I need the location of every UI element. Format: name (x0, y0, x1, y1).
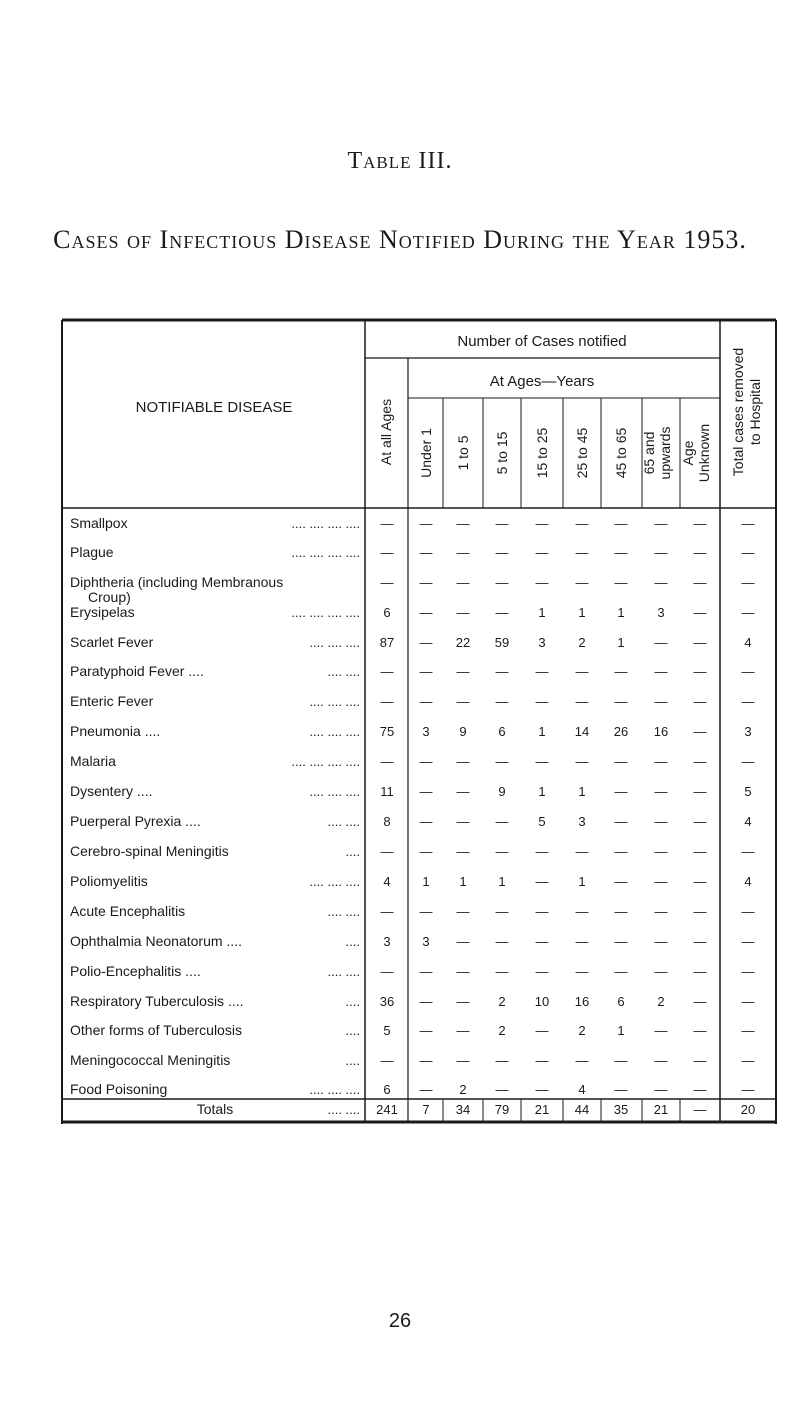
cell-value: — (495, 1082, 509, 1097)
cell-value: 22 (455, 635, 471, 650)
disease-label: Diphtheria (including Membranous (70, 574, 284, 590)
cell-value: 3 (578, 814, 586, 829)
cell-value: 6 (383, 1082, 391, 1097)
cell-value: — (693, 784, 707, 799)
at-all-ages-header: At all Ages (378, 398, 394, 466)
cell-value: — (456, 1053, 470, 1068)
cell-value: — (741, 694, 755, 709)
disease-label: Plague (70, 544, 114, 560)
cell-value: — (495, 904, 509, 919)
disease-label: Cerebro-spinal Meningitis (70, 843, 229, 859)
sixty-five-header-line2: upwards (657, 426, 673, 480)
cell-value: — (456, 814, 470, 829)
cell-value: — (741, 1023, 755, 1038)
cell-value: 75 (379, 724, 395, 739)
cell-value: — (456, 694, 470, 709)
table-row (70, 663, 755, 679)
leader-dots: .... .... .... .... (291, 605, 360, 620)
cell-value: — (741, 545, 755, 560)
total-value: 35 (613, 1102, 629, 1117)
leader-dots: .... .... (327, 904, 360, 919)
totals-row (197, 1101, 756, 1117)
disease-label: Scarlet Fever (70, 634, 154, 650)
cell-value: 14 (574, 724, 590, 739)
table-subtitle: Cases of Infectious Disease Notified During the Year 1953. (53, 225, 747, 254)
cell-value: — (380, 545, 394, 560)
cell-value: — (495, 605, 509, 620)
cell-value: 3 (657, 605, 665, 620)
leader-dots: .... .... .... (309, 724, 360, 739)
cell-value: — (654, 1053, 668, 1068)
cell-value: — (741, 754, 755, 769)
cell-value: — (419, 1053, 433, 1068)
cell-value: 10 (534, 994, 550, 1009)
cell-value: — (741, 605, 755, 620)
leader-dots: .... .... .... .... (291, 754, 360, 769)
cell-value: — (495, 694, 509, 709)
cell-value: — (654, 934, 668, 949)
cell-value: — (535, 844, 549, 859)
cell-value: 1 (617, 635, 625, 650)
leader-dots: .... (345, 994, 360, 1009)
cell-value: — (456, 964, 470, 979)
cell-value: 1 (459, 874, 467, 889)
page-number: 26 (388, 1310, 412, 1332)
cell-value: — (741, 575, 755, 590)
cell-value: 11 (380, 784, 394, 799)
removed-header-line1: Total cases removed (730, 347, 746, 477)
total-value: — (693, 1102, 707, 1117)
cell-value: — (380, 575, 394, 590)
cell-value: — (693, 635, 707, 650)
disease-label: Smallpox (70, 515, 128, 531)
cell-value: — (456, 1023, 470, 1038)
disease-label: Polio-Encephalitis .... (70, 963, 201, 979)
disease-label: Erysipelas (70, 604, 135, 620)
cell-value: — (654, 516, 668, 531)
cell-value: 59 (494, 635, 510, 650)
disease-label: Ophthalmia Neonatorum .... (70, 933, 242, 949)
cell-value: — (693, 1053, 707, 1068)
totals-label: Totals (196, 1101, 234, 1117)
cell-value: — (614, 664, 628, 679)
cell-value: — (419, 664, 433, 679)
cell-value: — (456, 784, 470, 799)
leader-dots: .... .... .... (309, 874, 360, 889)
disease-label: Poliomyelitis (70, 873, 148, 889)
cell-value: — (495, 664, 509, 679)
total-value: 21 (534, 1102, 550, 1117)
disease-column-header: NOTIFIABLE DISEASE (135, 399, 293, 416)
cell-value: — (495, 814, 509, 829)
cell-value: — (575, 934, 589, 949)
cell-value: — (693, 964, 707, 979)
disease-label: Enteric Fever (70, 693, 154, 709)
cell-value: 1 (578, 874, 586, 889)
cell-value: — (495, 844, 509, 859)
cell-value: 6 (383, 605, 391, 620)
cell-value: — (693, 575, 707, 590)
cell-value: — (614, 964, 628, 979)
table-row (70, 873, 752, 889)
cell-value: — (495, 934, 509, 949)
cell-value: 1 (617, 605, 625, 620)
leader-dots: .... .... .... (309, 635, 360, 650)
cell-value: — (419, 1023, 433, 1038)
leader-dots: .... .... (327, 1102, 360, 1117)
cell-value: — (535, 964, 549, 979)
cell-value: 1 (578, 784, 586, 799)
total-value: 34 (455, 1102, 471, 1117)
cell-value: — (693, 934, 707, 949)
cell-value: 2 (578, 1023, 586, 1038)
cell-value: — (419, 754, 433, 769)
cell-value: — (614, 934, 628, 949)
cell-value: 16 (653, 724, 669, 739)
age-band-header: 15 to 25 (534, 427, 550, 479)
leader-dots: .... .... .... (309, 1082, 360, 1097)
cell-value: 3 (383, 934, 391, 949)
cell-value: — (741, 934, 755, 949)
cell-value: 3 (422, 934, 430, 949)
table-row (70, 933, 755, 949)
cell-value: 1 (538, 724, 546, 739)
cell-value: — (419, 635, 433, 650)
table-row (70, 1081, 755, 1097)
leader-dots: .... .... .... .... (291, 545, 360, 560)
cell-value: — (614, 904, 628, 919)
cell-value: — (741, 516, 755, 531)
cell-value: 5 (538, 814, 546, 829)
cell-value: 4 (578, 1082, 586, 1097)
cell-value: — (693, 1023, 707, 1038)
total-value: 21 (653, 1102, 669, 1117)
cell-value: 1 (617, 1023, 625, 1038)
cell-value: 6 (498, 724, 506, 739)
number-of-cases-header: Number of Cases notified (457, 333, 627, 350)
cell-value: — (654, 844, 668, 859)
table-row (70, 604, 755, 620)
cell-value: — (535, 1082, 549, 1097)
leader-dots: .... (345, 1053, 360, 1068)
table-body (70, 515, 755, 1117)
disease-label: Food Poisoning (70, 1081, 168, 1097)
cell-value: 1 (538, 784, 546, 799)
cell-value: — (575, 516, 589, 531)
disease-label: Paratyphoid Fever .... (70, 663, 204, 679)
leader-dots: .... (345, 1023, 360, 1038)
cell-value: — (654, 904, 668, 919)
cell-value: — (535, 754, 549, 769)
cell-value: — (693, 1082, 707, 1097)
cell-value: — (535, 904, 549, 919)
cell-value: — (741, 1082, 755, 1097)
cell-value: — (495, 575, 509, 590)
table-row (70, 723, 752, 739)
cell-value: — (693, 694, 707, 709)
cell-value: — (693, 545, 707, 560)
cell-value: — (614, 754, 628, 769)
cell-value: — (380, 964, 394, 979)
cell-value: — (614, 516, 628, 531)
cell-value: — (614, 784, 628, 799)
sixty-five-header-line1: 65 and (641, 431, 657, 475)
cell-value: — (575, 575, 589, 590)
leader-dots: .... .... (327, 964, 360, 979)
table-row (88, 589, 131, 605)
cell-value: 2 (657, 994, 665, 1009)
cell-value: 6 (617, 994, 625, 1009)
cell-value: — (693, 814, 707, 829)
cell-value: — (654, 784, 668, 799)
disease-label: Puerperal Pyrexia .... (70, 813, 201, 829)
leader-dots: .... (345, 844, 360, 859)
disease-label: Respiratory Tuberculosis .... (70, 993, 244, 1009)
cell-value: 36 (379, 994, 395, 1009)
total-value: 79 (494, 1102, 510, 1117)
cell-value: — (654, 635, 668, 650)
cell-value: — (456, 904, 470, 919)
cell-value: — (654, 964, 668, 979)
cell-value: — (535, 694, 549, 709)
cell-value: 87 (379, 635, 395, 650)
cell-value: 26 (613, 724, 629, 739)
cell-value: — (380, 664, 394, 679)
cell-value: 9 (459, 724, 467, 739)
cell-value: 5 (383, 1023, 391, 1038)
leader-dots: .... (345, 934, 360, 949)
cell-value: — (575, 844, 589, 859)
cell-value: — (575, 754, 589, 769)
cell-value: 4 (744, 814, 752, 829)
cell-value: — (380, 844, 394, 859)
cell-value: — (614, 814, 628, 829)
age-unknown-header-line2: Unknown (696, 423, 712, 483)
age-unknown-header-line1: Age (680, 440, 696, 466)
cell-value: — (380, 754, 394, 769)
total-value: 44 (574, 1102, 590, 1117)
disease-label: Dysentery .... (70, 783, 153, 799)
cell-value: — (654, 1023, 668, 1038)
cell-value: — (614, 1053, 628, 1068)
disease-label: Malaria (70, 753, 116, 769)
cell-value: — (654, 874, 668, 889)
total-value: 20 (740, 1102, 756, 1117)
table-row (70, 515, 755, 531)
disease-label: Pneumonia .... (70, 723, 161, 739)
table-row (70, 634, 752, 650)
table-row (70, 963, 755, 979)
cell-value: — (419, 694, 433, 709)
table-row (70, 1052, 755, 1068)
cell-value: — (380, 1053, 394, 1068)
age-band-header: 45 to 65 (613, 427, 629, 479)
cell-value: — (495, 964, 509, 979)
cell-value: — (693, 874, 707, 889)
cell-value: — (693, 844, 707, 859)
cell-value: — (654, 545, 668, 560)
table-row (70, 843, 755, 859)
totals-dividers (443, 1099, 680, 1122)
cell-value: — (419, 994, 433, 1009)
cell-value: — (456, 545, 470, 560)
cell-value: — (456, 516, 470, 531)
cell-value: — (495, 516, 509, 531)
leader-dots: .... .... (327, 814, 360, 829)
cell-value: — (654, 754, 668, 769)
cell-value: — (495, 545, 509, 560)
cell-value: 3 (422, 724, 430, 739)
at-ages-years-header: At Ages—Years (489, 373, 595, 390)
cell-value: — (419, 904, 433, 919)
cell-value: — (419, 516, 433, 531)
cell-value: — (575, 904, 589, 919)
table-title: Table III. (347, 148, 453, 174)
cell-value: 8 (383, 814, 391, 829)
cell-value: 1 (538, 605, 546, 620)
leader-dots: .... .... (327, 664, 360, 679)
cell-value: — (495, 1053, 509, 1068)
cell-value: — (693, 516, 707, 531)
cell-value: 5 (744, 784, 752, 799)
total-value: 7 (422, 1102, 430, 1117)
cell-value: — (575, 694, 589, 709)
cell-value: — (419, 844, 433, 859)
disease-label: Croup) (88, 589, 131, 605)
table-row (70, 693, 755, 709)
cell-value: — (741, 904, 755, 919)
cell-value: — (535, 575, 549, 590)
cell-value: — (741, 1053, 755, 1068)
cell-value: — (654, 575, 668, 590)
cell-value: — (741, 844, 755, 859)
cell-value: 2 (459, 1082, 467, 1097)
cell-value: — (535, 545, 549, 560)
cell-value: — (654, 814, 668, 829)
cell-value: — (456, 575, 470, 590)
age-band-header: Under 1 (418, 428, 434, 478)
cell-value: — (614, 575, 628, 590)
cell-value: — (535, 934, 549, 949)
cell-value: — (419, 575, 433, 590)
age-band-header: 5 to 15 (494, 431, 510, 475)
removed-header-line2: to Hospital (747, 378, 763, 446)
cell-value: — (575, 1053, 589, 1068)
cell-value: — (693, 904, 707, 919)
cell-value: — (741, 964, 755, 979)
cell-value: — (380, 694, 394, 709)
cell-value: — (535, 664, 549, 679)
cell-value: — (741, 664, 755, 679)
age-band-header: 1 to 5 (455, 435, 471, 471)
cell-value: 3 (744, 724, 752, 739)
table-row (70, 993, 755, 1009)
cell-value: 3 (538, 635, 546, 650)
table-row (70, 544, 755, 560)
table-row (70, 903, 755, 919)
cell-value: — (693, 605, 707, 620)
table-row (70, 1022, 755, 1038)
cell-value: — (654, 1082, 668, 1097)
cell-value: — (693, 664, 707, 679)
leader-dots: .... .... .... (309, 784, 360, 799)
disease-label: Acute Encephalitis (70, 903, 186, 919)
leader-dots: .... .... .... .... (291, 516, 360, 531)
cell-value: — (693, 754, 707, 769)
disease-label: Other forms of Tuberculosis (70, 1022, 242, 1038)
cell-value: 2 (498, 1023, 506, 1038)
cell-value: — (741, 994, 755, 1009)
cell-value: — (456, 844, 470, 859)
leader-dots: .... .... .... (309, 694, 360, 709)
cell-value: 4 (383, 874, 391, 889)
cell-value: — (535, 1053, 549, 1068)
cell-value: — (575, 664, 589, 679)
table-row (70, 753, 755, 769)
table-row (70, 813, 752, 829)
cell-value: 4 (744, 635, 752, 650)
cell-value: — (419, 605, 433, 620)
disease-label: Meningococcal Meningitis (70, 1052, 231, 1068)
cell-value: — (456, 605, 470, 620)
cell-value: — (456, 934, 470, 949)
cell-value: 16 (574, 994, 590, 1009)
total-value: 241 (376, 1102, 398, 1117)
table-row (70, 783, 752, 799)
cell-value: — (535, 516, 549, 531)
cell-value: 2 (578, 635, 586, 650)
table-row (70, 574, 755, 590)
cell-value: — (614, 694, 628, 709)
cell-value: — (575, 545, 589, 560)
cell-value: — (535, 1023, 549, 1038)
cell-value: 9 (498, 784, 506, 799)
cell-value: — (575, 964, 589, 979)
cell-value: — (614, 1082, 628, 1097)
cell-value: — (614, 844, 628, 859)
cell-value: — (380, 516, 394, 531)
cell-value: — (693, 994, 707, 1009)
cell-value: — (614, 545, 628, 560)
cell-value: — (614, 874, 628, 889)
cell-value: — (456, 664, 470, 679)
age-band-header: 25 to 45 (574, 427, 590, 479)
cell-value: 2 (498, 994, 506, 1009)
cell-value: — (456, 754, 470, 769)
cell-value: — (419, 1082, 433, 1097)
cell-value: — (419, 964, 433, 979)
cell-value: 1 (578, 605, 586, 620)
cell-value: — (419, 545, 433, 560)
cell-value: — (654, 694, 668, 709)
cell-value: — (693, 724, 707, 739)
cell-value: 1 (422, 874, 430, 889)
cell-value: — (419, 784, 433, 799)
cell-value: 1 (498, 874, 506, 889)
cell-value: — (654, 664, 668, 679)
cell-value: — (495, 754, 509, 769)
cell-value: 4 (744, 874, 752, 889)
cell-value: — (535, 874, 549, 889)
cell-value: — (380, 904, 394, 919)
cell-value: — (456, 994, 470, 1009)
age-band-headers (418, 427, 629, 478)
cell-value: — (419, 814, 433, 829)
